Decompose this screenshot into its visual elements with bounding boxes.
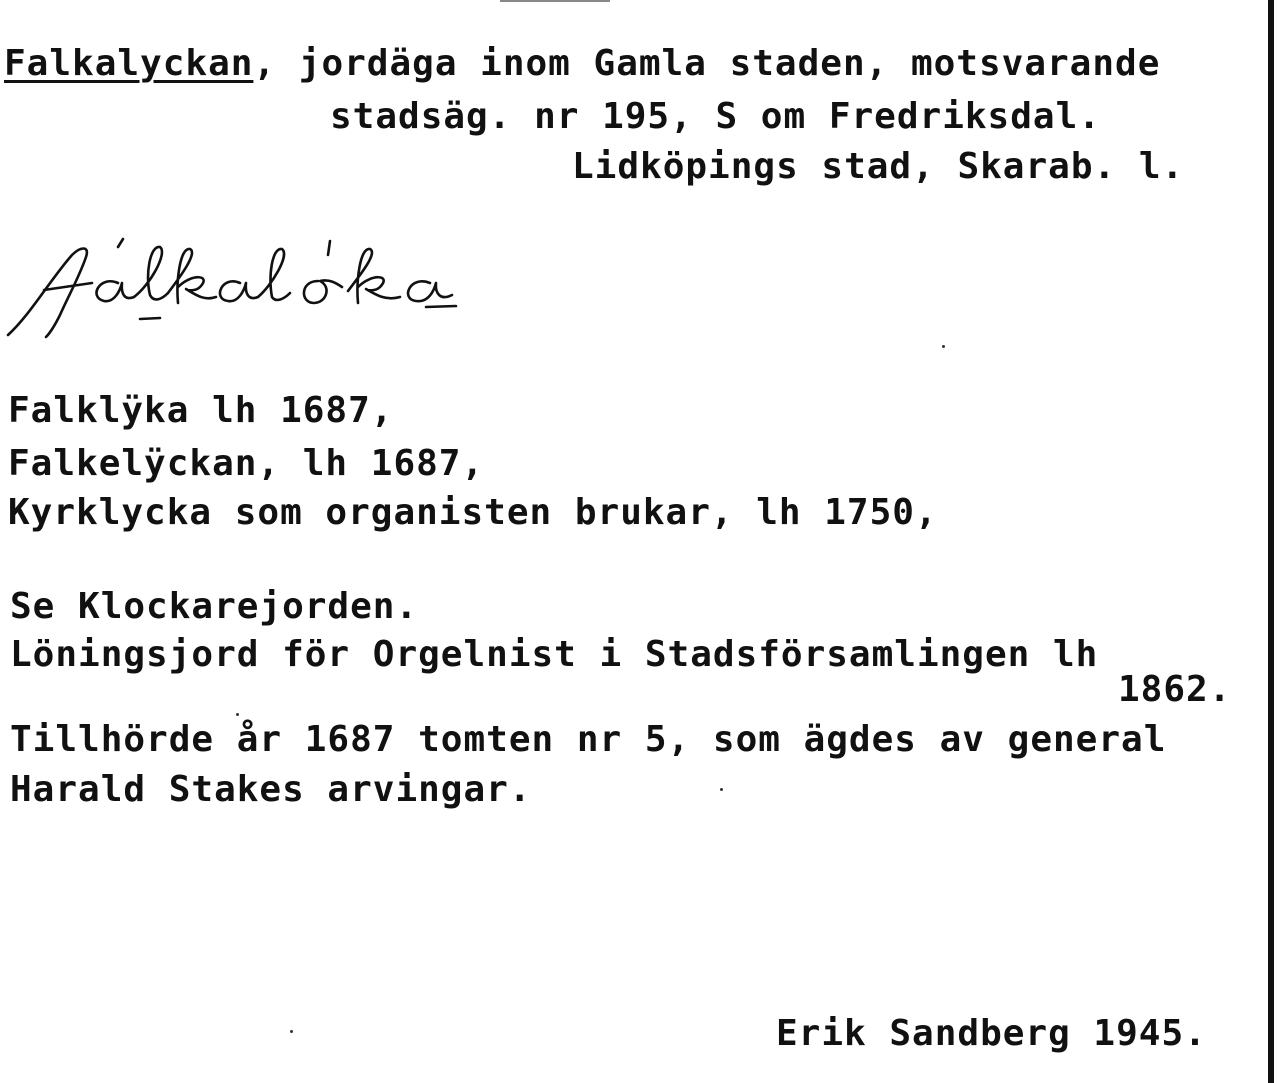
scan-speck [236, 713, 239, 716]
header-line-1 [4, 43, 1161, 84]
scan-speck [290, 1030, 293, 1033]
form-line-1: Falklÿka lh 1687, [8, 390, 394, 431]
form-line-3: Kyrklycka som organisten brukar, lh 1750, [8, 492, 938, 533]
handwritten-pronunciation [0, 225, 560, 350]
see-also-line: Se Klockarejorden. [10, 586, 419, 627]
form-line-2: Falkelÿckan, lh 1687, [8, 443, 485, 484]
scan-speck [720, 788, 723, 791]
loningsjord-line: Löningsjord för Orgelnist i Stadsförsamlingen lh [10, 634, 1099, 675]
tillhorde-line-1: Tillhörde år 1687 tomten nr 5, som ägdes av general [10, 719, 1167, 760]
tillhorde-line-2: Harald Stakes arvingar. [10, 769, 532, 810]
header-description: , jordäga inom Gamla staden, motsvarande [253, 43, 1161, 84]
card-right-edge [1268, 0, 1274, 1083]
header-line-3: Lidköpings stad, Skarab. l. [572, 146, 1185, 187]
scan-speck [942, 345, 945, 348]
card-top-mark [500, 0, 610, 2]
headword: Falkalyckan [4, 43, 254, 84]
header-line-2: stadsäg. nr 195, S om Fredriksdal. [330, 96, 1101, 137]
signature: Erik Sandberg 1945. [776, 1013, 1207, 1054]
loningsjord-year: 1862. [1118, 669, 1232, 710]
